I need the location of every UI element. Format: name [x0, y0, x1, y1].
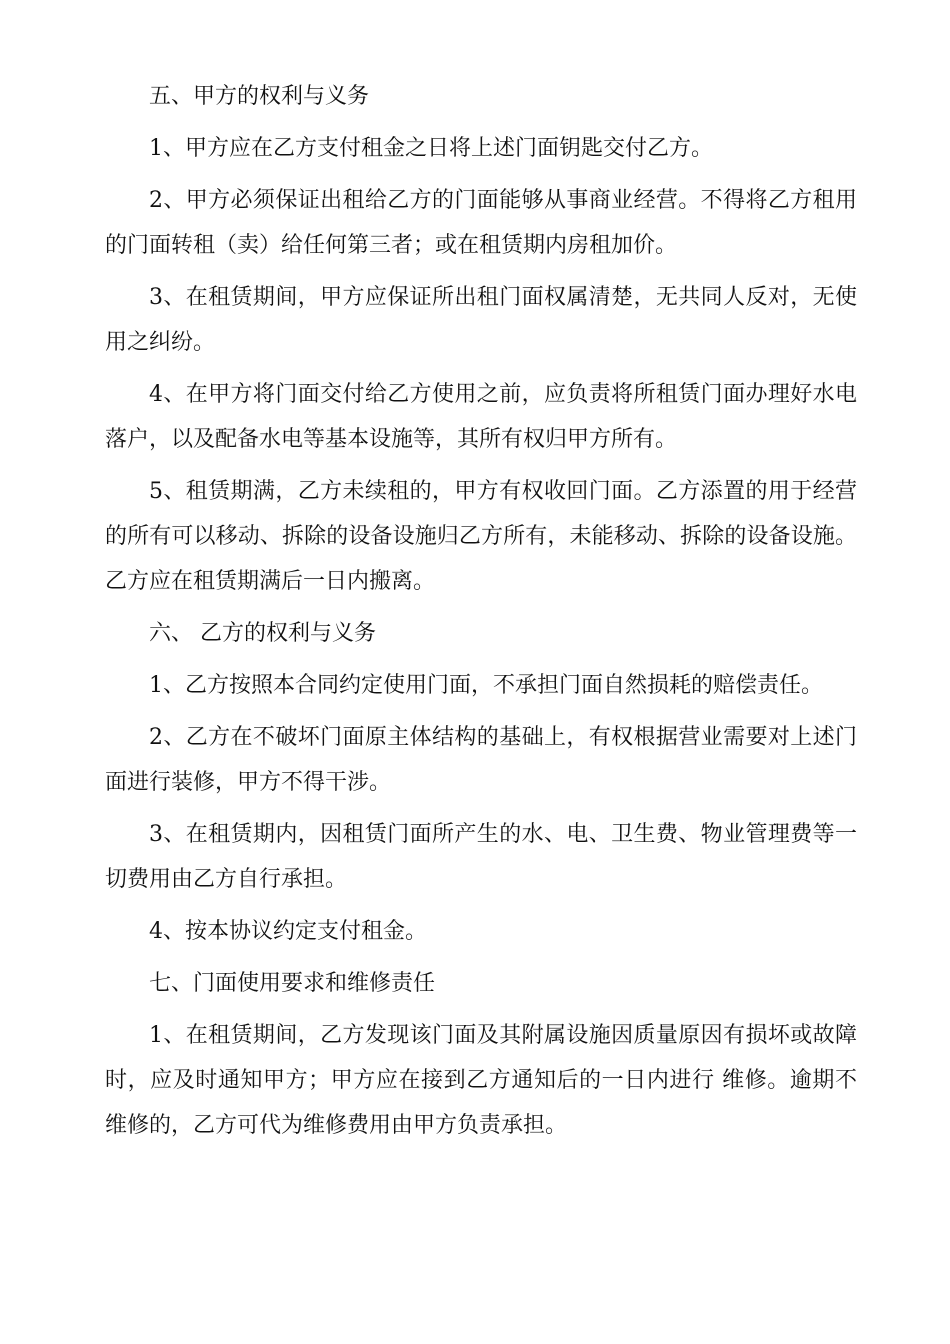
- clause-5-5: 5、租赁期满，乙方未续租的，甲方有权收回门面。乙方添置的用于经营的所有可以移动、拆除的设备设施归乙方所有，未能移动、拆除的设备设施。乙方应在租赁期满后一日内搬离。: [105, 479, 857, 594]
- document-body: [105, 74, 857, 1155]
- clause-5-3: 3、在租赁期间，甲方应保证所出租门面权属清楚，无共同人反对，无使用之纠纷。: [105, 285, 857, 355]
- clause-6-1: 1、乙方按照本合同约定使用门面，不承担门面自然损耗的赔偿责任。: [149, 673, 823, 698]
- clause-5-2: 2、甲方必须保证出租给乙方的门面能够从事商业经营。不得将乙方租用的门面转租（卖）给任何第三者；或在租赁期内房租加价。: [105, 188, 857, 258]
- clause-6-4: 4、按本协议约定支付租金。: [149, 919, 427, 944]
- clause-7-1: 1、在租赁期间，乙方发现该门面及其附属设施因质量原因有损坏或故障时，应及时通知甲方；甲方应在接到乙方通知后的一日内进行 维修。逾期不维修的，乙方可代为维修费用由甲方负责承担。: [105, 1023, 857, 1138]
- clause-5-4: 4、在甲方将门面交付给乙方使用之前，应负责将所租赁门面办理好水电落户，以及配备水电等基本设施等，其所有权归甲方所有。: [105, 382, 857, 452]
- section-heading-6: 六、 乙方的权利与义务: [149, 621, 376, 646]
- clause-6-3: 3、在租赁期内，因租赁门面所产生的水、电、卫生费、物业管理费等一切费用由乙方自行承担。: [105, 822, 857, 892]
- section-heading-5: 五、甲方的权利与义务: [149, 84, 370, 109]
- clause-6-2: 2、乙方在不破坏门面原主体结构的基础上，有权根据营业需要对上述门面进行装修，甲方不得干涉。: [105, 725, 857, 795]
- clause-5-1: 1、甲方应在乙方支付租金之日将上述门面钥匙交付乙方。: [149, 136, 713, 161]
- section-heading-7: 七、门面使用要求和维修责任: [149, 971, 436, 996]
